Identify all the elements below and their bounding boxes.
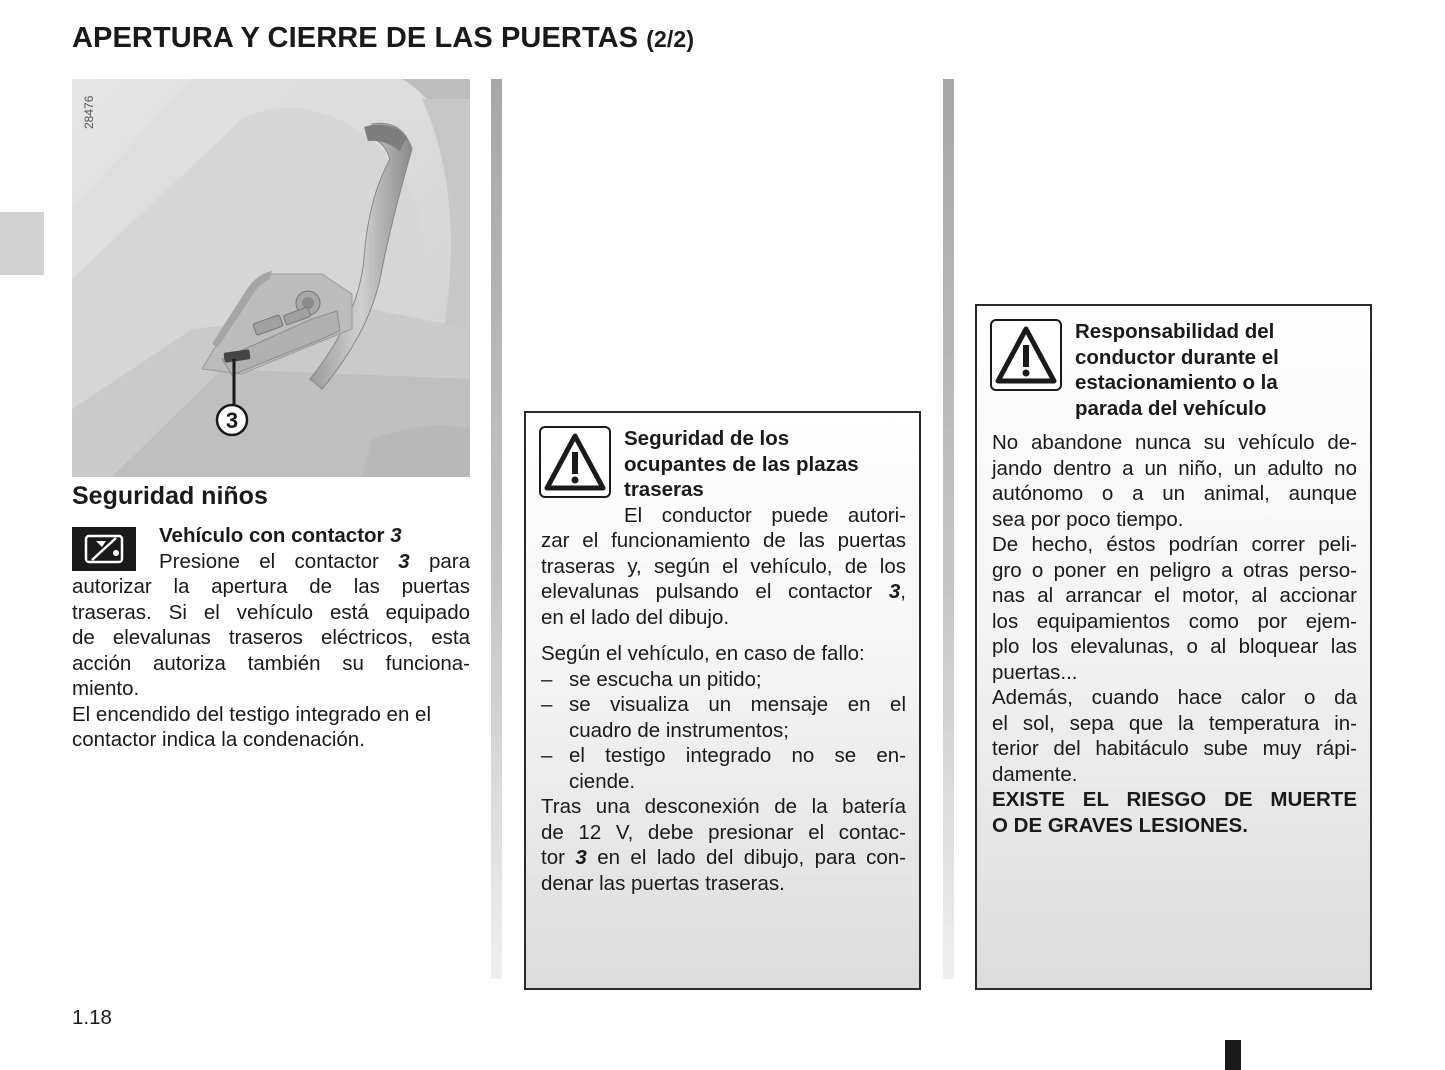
illustration-ref-code: 28476 xyxy=(82,95,96,129)
text-line: Presione el contactor 3 para xyxy=(159,549,470,573)
rear-occupant-safety-box xyxy=(524,411,921,990)
failure-list xyxy=(541,667,906,795)
text-line: damente. xyxy=(992,762,1078,786)
warning-icon xyxy=(539,426,611,498)
list-item: – el testigo integrado no se en- ciende. xyxy=(541,743,906,794)
page-edge-marker xyxy=(1225,1040,1241,1070)
text-line: jando dentro a un niño, un adulto no xyxy=(992,456,1357,480)
door-panel-drawing xyxy=(72,79,470,477)
box-heading-line: Seguridad de los xyxy=(624,427,790,450)
box-heading-line: Responsabilidad del xyxy=(1075,320,1275,343)
driver-responsibility-box xyxy=(975,304,1372,990)
text-line: denar las puertas traseras. xyxy=(541,871,785,895)
text-line: Además, cuando hace calor o da xyxy=(992,686,1357,709)
text-line: gro o poner en peligro a otras perso- xyxy=(992,558,1357,582)
text-line: el sol, sepa que la temperatura in- xyxy=(992,711,1357,735)
warning-text: EXISTE EL RIESGO DE MUERTE xyxy=(992,788,1357,811)
text-line: sea por poco tiempo. xyxy=(992,507,1184,531)
box-heading-line: parada del vehículo xyxy=(1075,396,1267,420)
warning-text: O DE GRAVES LESIONES. xyxy=(992,813,1248,837)
text-line: nas al arrancar el motor, al accionar xyxy=(992,584,1357,607)
text-line: El encendido del testigo integrado en el xyxy=(72,702,432,726)
section-tab xyxy=(0,212,44,275)
subheading: Vehículo con contactor 3 xyxy=(159,524,402,547)
warning-icon xyxy=(990,319,1062,391)
text-line: en el lado del dibujo. xyxy=(541,605,730,629)
text-line: de elevalunas traseros eléctricos, esta xyxy=(72,626,470,649)
text-line: Tras una desconexión de la batería xyxy=(541,795,906,818)
callout-label: 3 xyxy=(225,408,239,433)
door-illustration xyxy=(72,79,470,477)
text-line: autónomo o a un animal, aunque xyxy=(992,482,1357,505)
column-separator-1 xyxy=(491,79,502,979)
text-line: terior del habitáculo sube muy rápi- xyxy=(992,737,1357,760)
text-line: tor 3 en el lado del dibujo, para con- xyxy=(541,846,906,869)
column-separator-2 xyxy=(943,79,954,979)
text-line: traseras. Si el vehículo está equipado xyxy=(72,600,470,624)
box-heading-line: traseras xyxy=(624,478,704,501)
list-item: – se visualiza un mensaje en el cuadro de instrumentos; xyxy=(541,692,906,743)
text-line: Según el vehículo, en caso de fallo: xyxy=(541,642,865,665)
page-title-text: APERTURA Y CIERRE DE LAS PUERTAS xyxy=(72,22,639,54)
text-line: elevalunas pulsando el contactor 3, xyxy=(541,580,906,603)
text-line: acción autoriza también su funciona- xyxy=(72,651,470,675)
page-title-part: (2/2) xyxy=(646,26,695,52)
text-line: plo los elevalunas, o al bloquear las xyxy=(992,635,1357,658)
list-item: – se escucha un pitido; xyxy=(541,667,906,693)
text-line: puertas... xyxy=(992,660,1078,684)
page-title xyxy=(72,22,694,55)
text-line: traseras y, según el vehículo, de los xyxy=(541,554,906,578)
box-heading-line: conductor durante el xyxy=(1075,345,1279,369)
box-heading-line: ocupantes de las plazas xyxy=(624,452,859,476)
text-line: zar el funcionamiento de las puertas xyxy=(541,529,906,552)
text-line: miento. xyxy=(72,677,140,700)
box-heading-line: estacionamiento o la xyxy=(1075,371,1278,394)
section-heading: Seguridad niños xyxy=(72,482,268,510)
text-line: autorizar la apertura de las puertas xyxy=(72,575,470,598)
text-line: De hecho, éstos podrían correr peli- xyxy=(992,533,1357,556)
text-line: contactor indica la condenación. xyxy=(72,728,365,751)
text-line: los equipamientos como por ejem- xyxy=(992,609,1357,633)
text-line: El conductor puede autori- xyxy=(624,503,906,527)
text-line: de 12 V, debe presionar el contac- xyxy=(541,820,906,844)
child-safety-text xyxy=(72,523,470,753)
text-line: No abandone nunca su vehículo de- xyxy=(992,431,1357,454)
page-number: 1.18 xyxy=(72,1006,112,1029)
